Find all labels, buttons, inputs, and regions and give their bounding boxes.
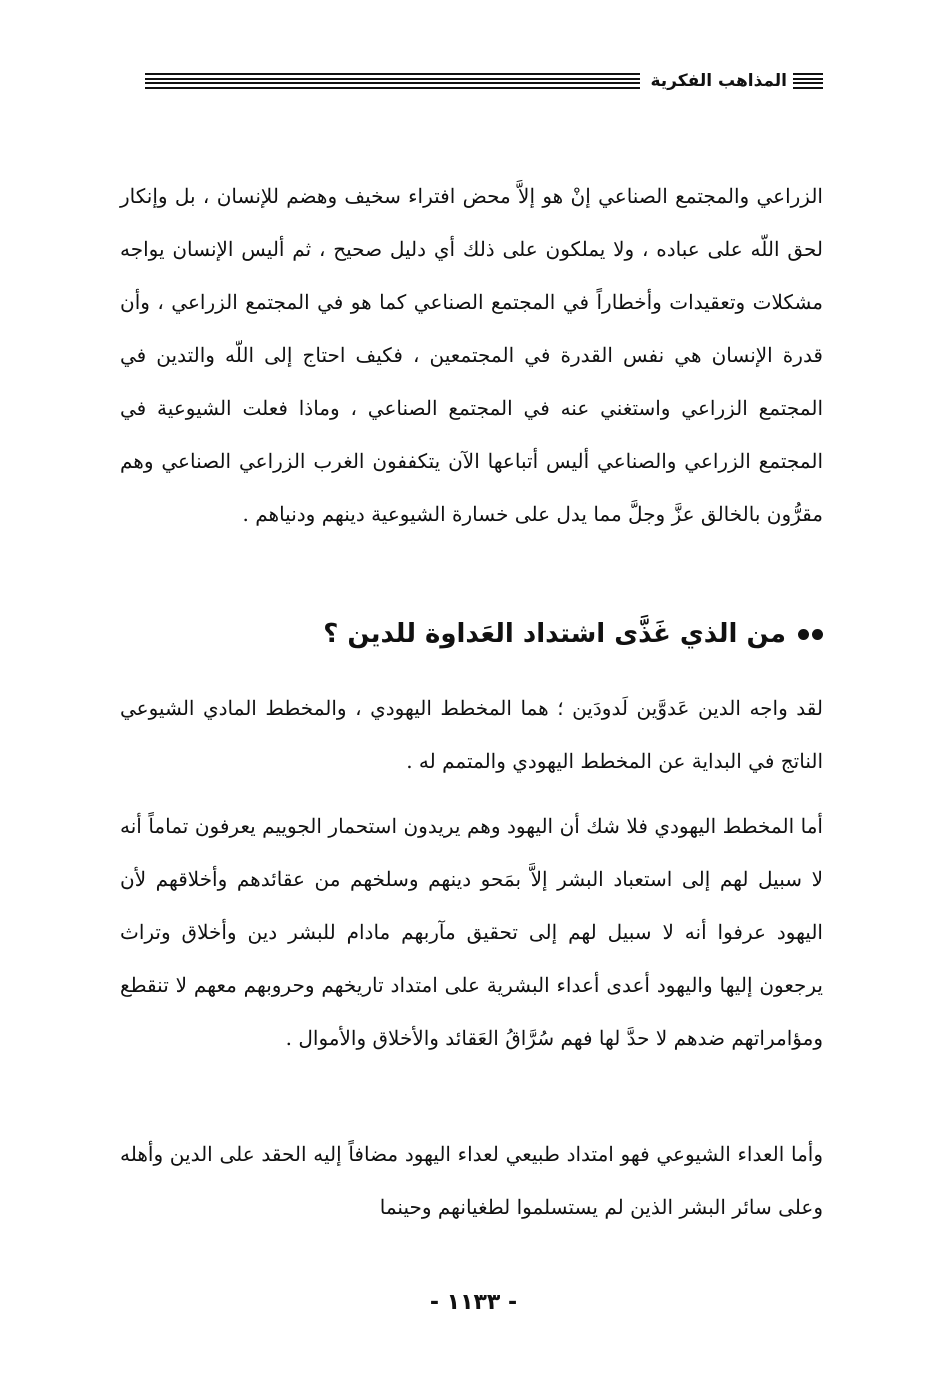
header-rule: [145, 73, 640, 89]
running-header: [145, 66, 823, 96]
section-heading-text: من الذي غَذَّى اشتداد العَداوة للدين ؟: [323, 619, 786, 649]
header-title: المذاهب الفكرية: [650, 71, 787, 91]
triple-line-icon: [793, 73, 823, 89]
paragraph-3: أما المخطط اليهودي فلا شك أن اليهود وهم يريدون استحمار الجوييم يعرفون تماماً أنه لا سبيل لهم إلى استعباد البشر إلاَّ بمَحو دينهم وسلخهم من عقائدهم وأخلاقهم لأن اليهود عرفوا أنه لا سبيل لهم إلى تحقيق مآربهم مادام للبشر دين وأخلاق وتراث يرجعون إليها واليهود أعدى أعداء البشرية على امتداد تاريخهم وحروبهم معهم لا تنقطع ومؤامراتهم ضدهم لا حدَّ لها فهم سُرَّاقُ العَقائد والأخلاق والأموال .: [120, 814, 823, 1050]
double-dot-bullet-icon: [798, 629, 823, 640]
paragraph-2: لقد واجه الدين عَدوَّين لَدودَين ؛ هما المخطط اليهودي ، والمخطط المادي الشيوعي الناتج في البداية عن المخطط اليهودي والمتمم له .: [120, 696, 823, 773]
paragraph-4: وأما العداء الشيوعي فهو امتداد طبيعي لعداء اليهود مضافاً إليه الحقد على الدين وأهله وعلى سائر البشر الذين لم يستسلموا لطغيانهم وحينما: [120, 1142, 823, 1219]
page-number: - ١١٣٣ -: [429, 1290, 518, 1315]
paragraph-1: الزراعي والمجتمع الصناعي إنْ هو إلاَّ محض افتراء سخيف وهضم للإنسان ، بل وإنكار لحق اللّه على عباده ، ولا يملكون على ذلك أي دليل صحيح ، ثم أليس الإنسان يواجه مشكلات وتعقيدات وأخطاراً في المجتمع الصناعي كما هو في المجتمع الزراعي ، وأن قدرة الإنسان هي نفس القدرة في المجتمعين ، فكيف احتاج إلى اللّه والتدين في المجتمع الزراعي واستغني عنه في المجتمع الصناعي ، وماذا فعلت الشيوعية في المجتمع الزراعي والصناعي أليس أتباعها الآن يتكففون الغرب الزراعي الصناعي وهم مقرُّون بالخالق عزَّ وجلَّ مما يدل على خسارة الشيوعية دينهم ودنياهم .: [120, 184, 823, 526]
section-heading: [120, 612, 823, 656]
